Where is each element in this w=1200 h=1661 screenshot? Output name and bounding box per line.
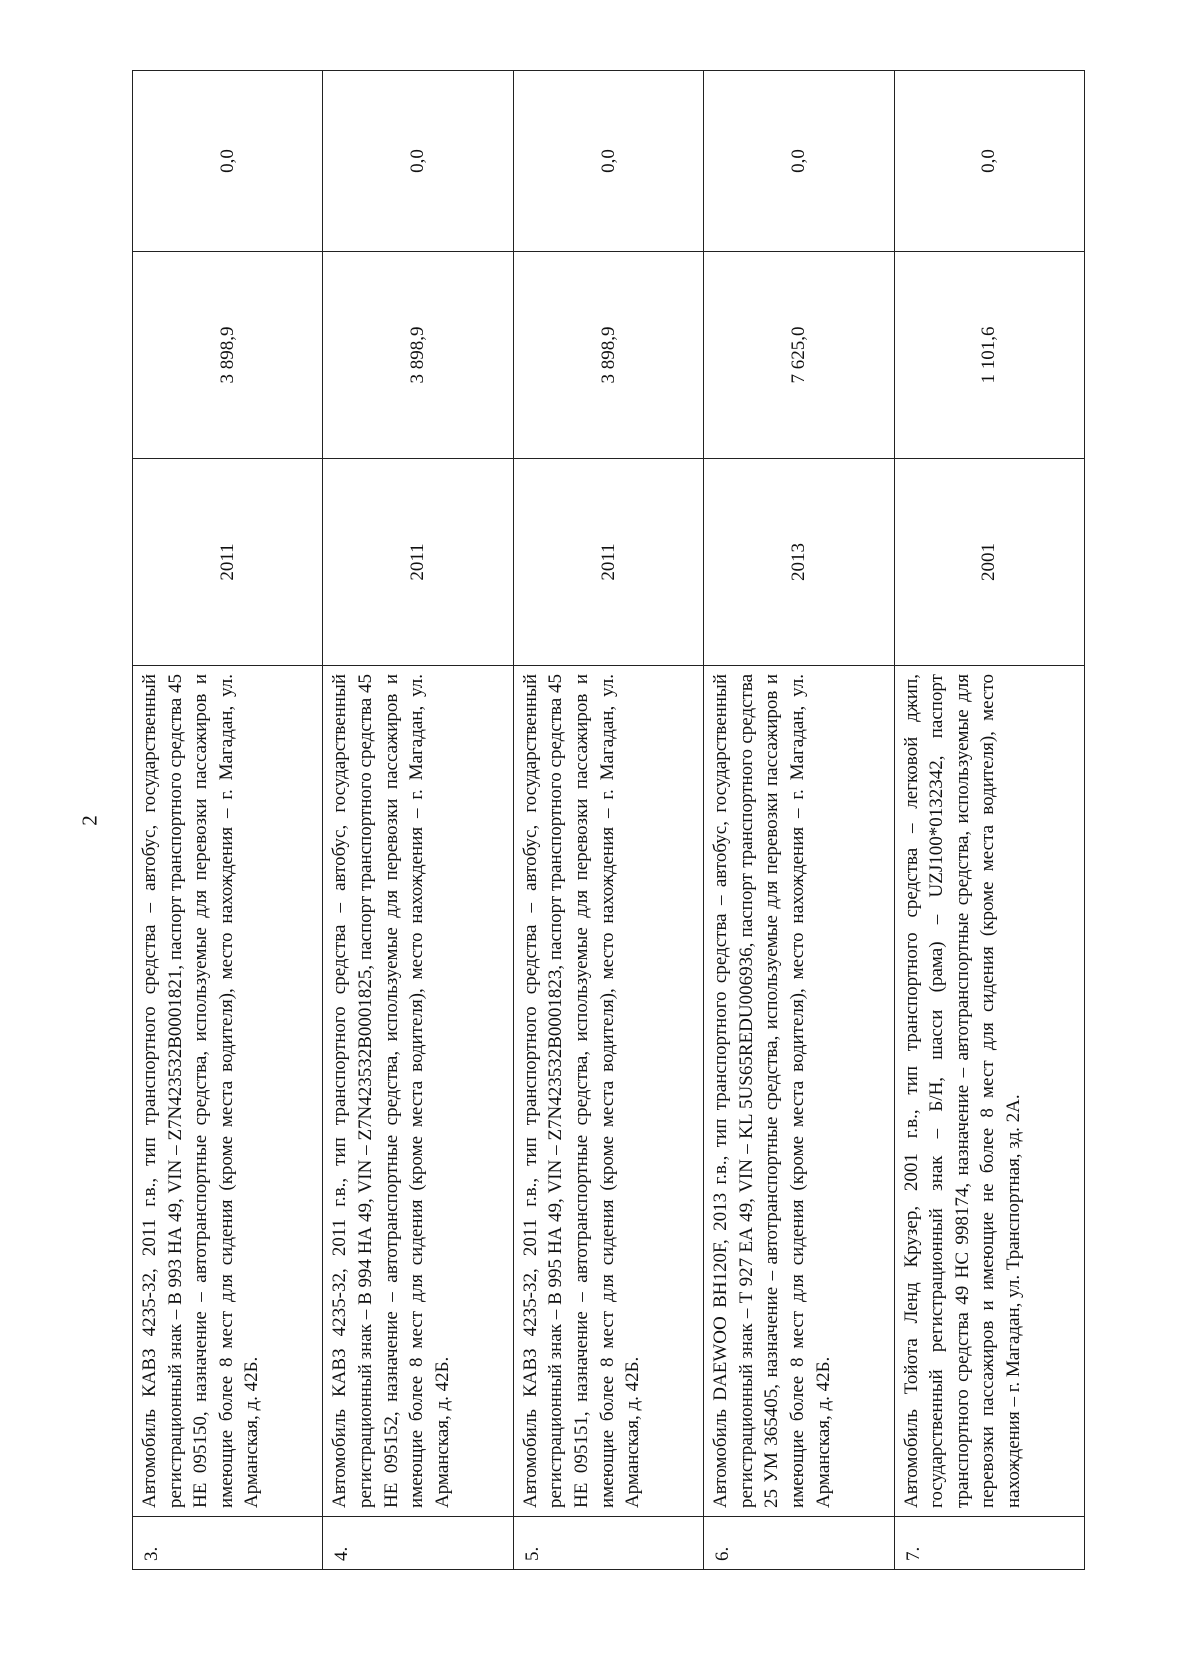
vehicle-description: Автомобиль КАВЗ 4235-32, 2011 г.в., тип транспортного средства – автобус, государственный регистрационный знак – В 994 НА 49, VIN – Z7N423532B0001825, паспорт транспортного средства 45 НЕ 095152, назначение – автотранспортные средства, используемые для перевозки пассажиров и имеющие более 8 мест для сидения (кроме места водителя), место нахождения – г. Магадан, ул. Арманская, д. 42Б. bbox=[323, 666, 513, 1517]
vehicle-year: 2011 bbox=[323, 459, 513, 666]
vehicle-table-frame bbox=[132, 70, 1084, 1570]
vehicle-year: 2001 bbox=[894, 459, 1084, 666]
vehicle-table bbox=[132, 70, 1085, 1570]
vehicle-residual-value: 0,0 bbox=[323, 71, 513, 252]
vehicle-residual-value: 0,0 bbox=[513, 71, 703, 252]
vehicle-year: 2011 bbox=[513, 459, 703, 666]
vehicle-residual-value: 0,0 bbox=[894, 71, 1084, 252]
vehicle-table-rotated bbox=[132, 70, 1084, 1570]
table-row bbox=[513, 71, 703, 1570]
vehicle-year: 2013 bbox=[704, 459, 894, 666]
vehicle-description: Автомобиль Тойота Ленд Крузер, 2001 г.в., тип транспортного средства – легковой джип, государственный регистрационный знак – Б/Н, шасси (рама) – UZJ100*0132342, паспорт транспортного средства 49 НС 998174, назначение – автотранспортные средства, используемые для перевозки пассажиров и имеющие не более 8 мест для сидения (кроме места водителя), место нахождения – г. Магадан, ул. Транспортная, зд. 2А. bbox=[894, 666, 1084, 1517]
row-number: 5. bbox=[513, 1517, 703, 1570]
vehicle-description: Автомобиль КАВЗ 4235-32, 2011 г.в., тип транспортного средства – автобус, государственный регистрационный знак – В 993 НА 49, VIN – Z7N423532B0001821, паспорт транспортного средства 45 НЕ 095150, назначение – автотранспортные средства, используемые для перевозки пассажиров и имеющие более 8 мест для сидения (кроме места водителя), место нахождения – г. Магадан, ул. Арманская, д. 42Б. bbox=[133, 666, 323, 1517]
vehicle-value: 1 101,6 bbox=[894, 252, 1084, 459]
vehicle-value: 3 898,9 bbox=[323, 252, 513, 459]
vehicle-value: 7 625,0 bbox=[704, 252, 894, 459]
row-number: 4. bbox=[323, 1517, 513, 1570]
vehicle-description: Автомобиль КАВЗ 4235-32, 2011 г.в., тип транспортного средства – автобус, государственный регистрационный знак – В 995 НА 49, VIN – Z7N423532B0001823, паспорт транспортного средства 45 НЕ 095151, назначение – автотранспортные средства, используемые для перевозки пассажиров и имеющие более 8 мест для сидения (кроме места водителя), место нахождения – г. Магадан, ул. Арманская, д. 42Б. bbox=[513, 666, 703, 1517]
page-number: 2 bbox=[77, 815, 102, 826]
row-number: 3. bbox=[133, 1517, 323, 1570]
vehicle-year: 2011 bbox=[133, 459, 323, 666]
vehicle-value: 3 898,9 bbox=[133, 252, 323, 459]
vehicle-value: 3 898,9 bbox=[513, 252, 703, 459]
row-number: 6. bbox=[704, 1517, 894, 1570]
vehicle-description: Автомобиль DAEWOO BH120F, 2013 г.в., тип транспортного средства – автобус, государственный регистрационный знак – Т 927 ЕА 49, VIN – KL 5US65REDU006936, паспорт транспортного средства 25 УМ 365405, назначение – автотранспортные средства, используемые для перевозки пассажиров и имеющие более 8 мест для сидения (кроме места водителя), место нахождения – г. Магадан, ул. Арманская, д. 42Б. bbox=[704, 666, 894, 1517]
table-row bbox=[133, 71, 323, 1570]
vehicle-residual-value: 0,0 bbox=[704, 71, 894, 252]
vehicle-residual-value: 0,0 bbox=[133, 71, 323, 252]
row-number: 7. bbox=[894, 1517, 1084, 1570]
table-row bbox=[704, 71, 894, 1570]
table-row bbox=[894, 71, 1084, 1570]
table-row bbox=[323, 71, 513, 1570]
